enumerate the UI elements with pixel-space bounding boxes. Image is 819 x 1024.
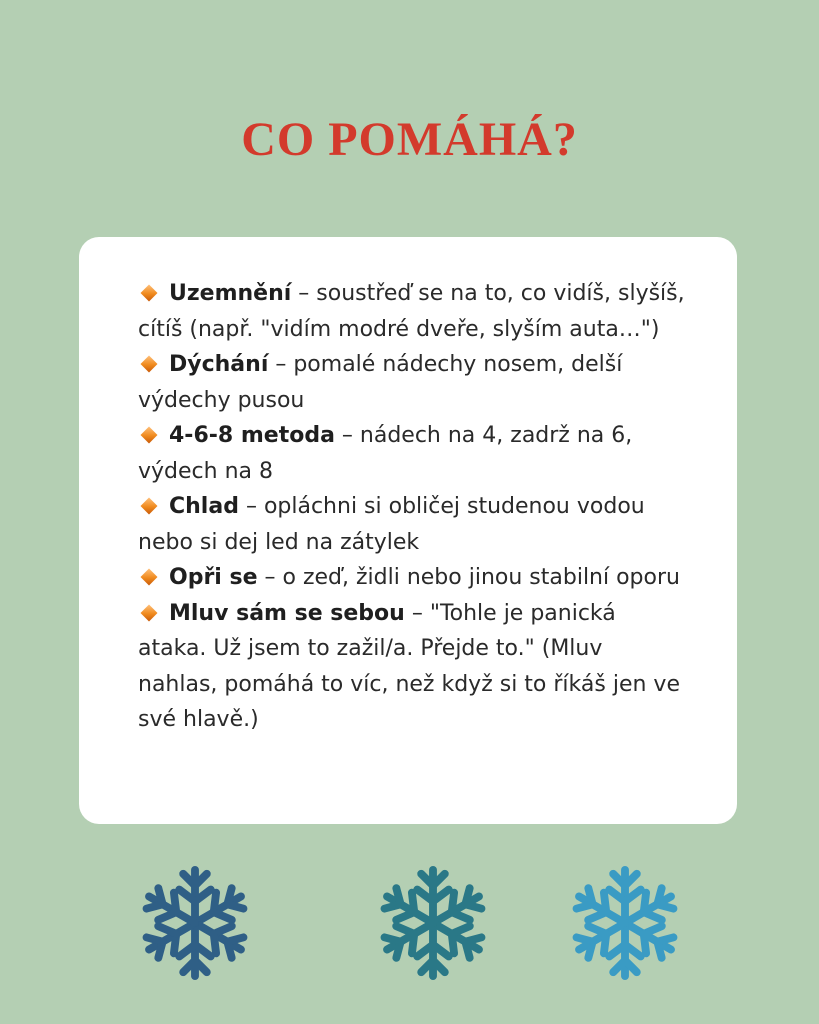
item-text: – o zeď, židli nebo jinou stabilní oporu bbox=[257, 565, 680, 590]
snowflake-icon bbox=[566, 862, 684, 984]
diamond-bullet-icon bbox=[141, 285, 158, 302]
diamond-bullet-icon bbox=[141, 427, 158, 444]
diamond-bullet-icon bbox=[141, 569, 158, 586]
tips-card bbox=[79, 237, 737, 824]
item-label: Dýchání bbox=[169, 352, 269, 377]
list-item bbox=[138, 489, 687, 560]
item-text: – opláchni si obličej studenou vodou nebo si dej led na zátylek bbox=[138, 494, 645, 555]
page-title: CO POMÁHÁ? bbox=[241, 113, 578, 166]
item-text: – "Tohle je panická ataka. Už jsem to zažil/a. Přejde to." (Mluv nahlas, pomáhá to víc, než když si to říkáš jen ve své hlavě.) bbox=[138, 600, 680, 732]
item-text: – nádech na 4, zadrž na 6, výdech na 8 bbox=[138, 423, 633, 484]
diamond-bullet-icon bbox=[141, 604, 158, 621]
item-text: – pomalé nádechy nosem, delší výdechy pusou bbox=[138, 352, 623, 413]
snowflake-icon bbox=[374, 862, 492, 984]
list-item bbox=[138, 560, 687, 596]
list-item bbox=[138, 596, 687, 738]
item-label: Mluv sám se sebou bbox=[169, 600, 405, 626]
item-text: – soustřeď se na to, co vidíš, slyšíš, cítíš (např. "vidím modré dveře, slyším auta…") bbox=[138, 281, 685, 342]
item-label: Opři se bbox=[169, 565, 258, 590]
list-item bbox=[138, 276, 687, 347]
diamond-bullet-icon bbox=[141, 498, 158, 515]
item-label: Chlad bbox=[169, 494, 239, 519]
snowflake-icon bbox=[136, 862, 254, 984]
item-label: 4-6-8 metoda bbox=[169, 423, 335, 448]
list-item bbox=[138, 418, 687, 489]
item-label: Uzemnění bbox=[169, 281, 292, 306]
diamond-bullet-icon bbox=[141, 356, 158, 373]
list-item bbox=[138, 347, 687, 418]
